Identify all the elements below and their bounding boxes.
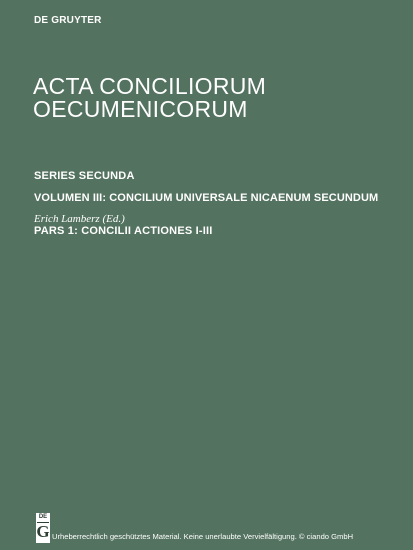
copyright-notice: Urheberrechtlich geschütztes Material. Keine unerlaubte Vervielfältigung. © ciando GmbH — [52, 532, 354, 541]
editor-name: Erich Lamberz (Ed.) — [34, 213, 125, 225]
series-label: SERIES SECUNDA — [34, 170, 135, 182]
volume-label: VOLUMEN III: CONCILIUM UNIVERSALE NICAENUM SECUNDUM — [34, 192, 379, 204]
part-label: PARS 1: CONCILII ACTIONES I-III — [34, 225, 213, 237]
publisher-logo — [36, 513, 50, 543]
publisher-name: DE GRUYTER — [34, 15, 102, 26]
book-title-line-1: ACTA CONCILIORUM — [33, 73, 267, 99]
logo-g-letter: G — [36, 522, 50, 541]
book-title-line-2: OECUMENICORUM — [33, 96, 248, 122]
logo-de-text: DE — [38, 514, 48, 520]
